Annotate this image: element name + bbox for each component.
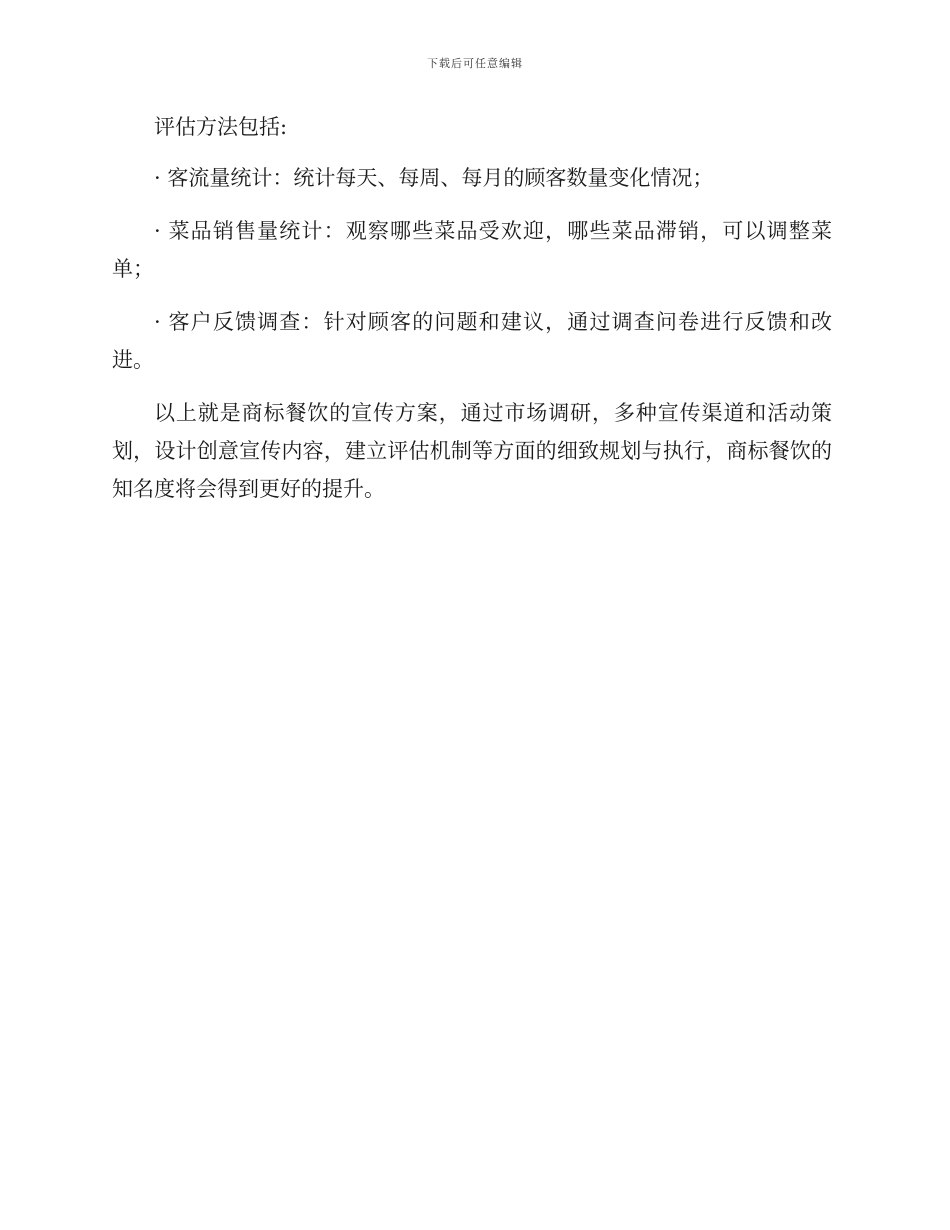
paragraph-customer-flow: · 客流量统计：统计每天、每周、每月的顾客数量变化情况；: [154, 166, 714, 190]
paragraph-evaluation-methods: 评估方法包括:: [154, 115, 288, 139]
header-note: 下载后可任意编辑: [427, 57, 523, 70]
paragraph-customer-feedback: · 客户反馈调查：针对顾客的问题和建议，通过调查问卷进行反馈和改进。: [112, 310, 832, 372]
document-body: [112, 108, 832, 523]
paragraph-dish-sales: · 菜品销售量统计：观察哪些菜品受欢迎，哪些菜品滞销，可以调整菜单；: [112, 219, 832, 281]
paragraph-conclusion: 以上就是商标餐饮的宣传方案，通过市场调研，多种宣传渠道和活动策划，设计创意宣传内容，建立评估机制等方面的细致规划与执行，商标餐饮的知名度将会得到更好的提升。: [112, 401, 832, 501]
